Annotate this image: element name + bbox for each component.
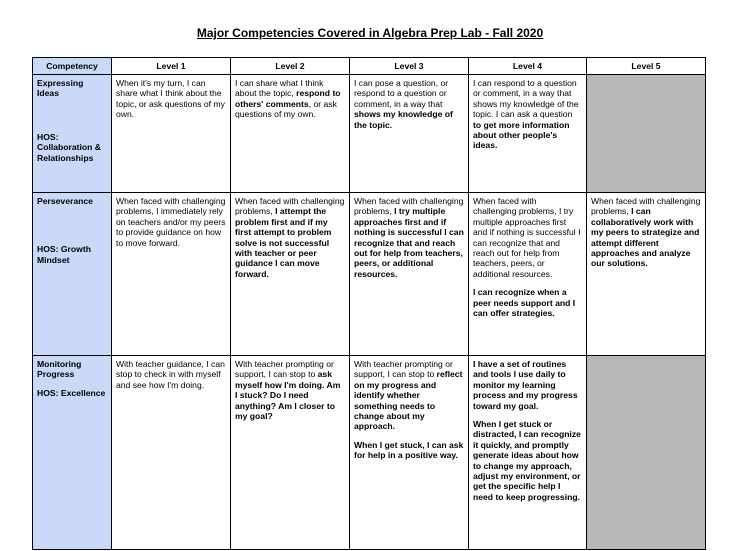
table-row: [33, 193, 706, 356]
cell-text: I can respond to a question or comment, in a way that shows my knowledge of the topic. I can ask a question: [473, 78, 579, 120]
cell-text: When faced with challenging problems,: [591, 196, 701, 217]
cell-text: When faced with challenging problems, I immediately rely on teachers and/or my peers to provide guidance on how to move forward.: [116, 196, 226, 248]
cell-text-bold: I attempt the problem first and if my first attempt to problem solve is not successful with teacher or peer guidance I can move forward.: [235, 206, 332, 279]
cell-text: With teacher prompting or support, I can stop to: [235, 359, 334, 380]
competency-cell: [33, 193, 112, 356]
level-1-cell: [112, 193, 231, 356]
competency-cell: [33, 356, 112, 550]
level-4-cell: [469, 356, 587, 550]
cell-text-bold: I can collaboratively work with my peers to strategize and attempt different approaches and analyze our solutions.: [591, 206, 700, 269]
competency-name: Perseverance: [37, 196, 93, 206]
competency-rubric-table: [32, 57, 706, 550]
cell-text: I can pose a question, or respond to a question or comment, in a way that: [354, 78, 449, 109]
cell-text: When faced with challenging problems, I try multiple approaches first and if nothing is successful I can recognize that and reach out for help from teachers, peers, or additional resources.: [473, 196, 581, 279]
cell-text-bold: When I get stuck, I can ask for help in a positive way.: [354, 439, 464, 461]
level-1-cell: [112, 356, 231, 550]
document-title: Major Competencies Covered in Algebra Prep Lab - Fall 2020: [196, 26, 544, 40]
hos-label: HOS: Growth Mindset: [37, 244, 91, 265]
level-2-cell: [231, 356, 350, 550]
table-row: [33, 75, 706, 193]
hos-label: HOS: Excellence: [37, 387, 106, 398]
header-level-2: Level 2: [231, 58, 350, 75]
level-4-cell: [469, 75, 587, 193]
cell-text-bold: to get more information about other people's ideas.: [473, 119, 570, 151]
cell-text: When it's my turn, I can share what I think about the topic, or ask questions of my own.: [116, 78, 225, 120]
level-1-cell: [112, 75, 231, 193]
cell-text-bold: I try multiple approaches first and if nothing is successful I can recognize that and reach out for help from teachers, peers, or additional resources.: [354, 206, 464, 279]
level-3-cell: [350, 193, 469, 356]
level-5-cell-empty: [587, 75, 706, 193]
cell-text-bold: I can recognize when a peer needs support and I can offer strategies.: [473, 287, 576, 319]
cell-text-bold: When I get stuck or distracted, I can recognize it quickly, and promptly generate ideas about how to change my approach, adjust my environment, or get the specific help I need to keep progressing.: [473, 419, 581, 502]
hos-label: HOS: Collaboration & Relationships: [37, 131, 101, 163]
competency-name: Expressing Ideas: [37, 78, 84, 99]
header-level-4: Level 4: [469, 58, 587, 75]
cell-text: With teacher prompting or support, I can stop to: [354, 359, 453, 380]
cell-text: , or ask questions of my own.: [235, 98, 337, 120]
level-3-cell: [350, 75, 469, 193]
cell-text: When faced with challenging problems,: [354, 196, 464, 217]
cell-text-bold: reflect on my progress and identify whether something needs to change about my approach.: [354, 369, 463, 432]
header-level-1: Level 1: [112, 58, 231, 75]
level-2-cell: [231, 75, 350, 193]
cell-text-bold: I have a set of routines and tools I use daily to monitor my learning process and my progress toward my goal.: [473, 359, 578, 411]
cell-text: When faced with challenging problems,: [235, 196, 345, 217]
cell-text: With teacher guidance, I can stop to check in with myself and see how I'm doing.: [116, 359, 225, 390]
table-row: [33, 356, 706, 550]
header-row: [33, 58, 706, 75]
level-4-cell: [469, 193, 587, 356]
level-5-cell-empty: [587, 356, 706, 550]
cell-text-bold: ask myself how I'm doing. Am I stuck? Do I need anything? Am I closer to my goal?: [235, 369, 341, 422]
level-3-cell: [350, 356, 469, 550]
cell-text-bold: shows my knowledge of the topic.: [354, 109, 453, 130]
cell-text: I can share what I think about the topic,: [235, 78, 324, 99]
competency-name: Monitoring Progress: [37, 359, 82, 380]
level-2-cell: [231, 193, 350, 356]
competency-cell: [33, 75, 112, 193]
level-5-cell: [587, 193, 706, 356]
header-level-5: Level 5: [587, 58, 706, 75]
cell-text-bold: respond to others' comments: [235, 88, 341, 109]
header-level-3: Level 3: [350, 58, 469, 75]
header-competency: Competency: [33, 58, 112, 75]
